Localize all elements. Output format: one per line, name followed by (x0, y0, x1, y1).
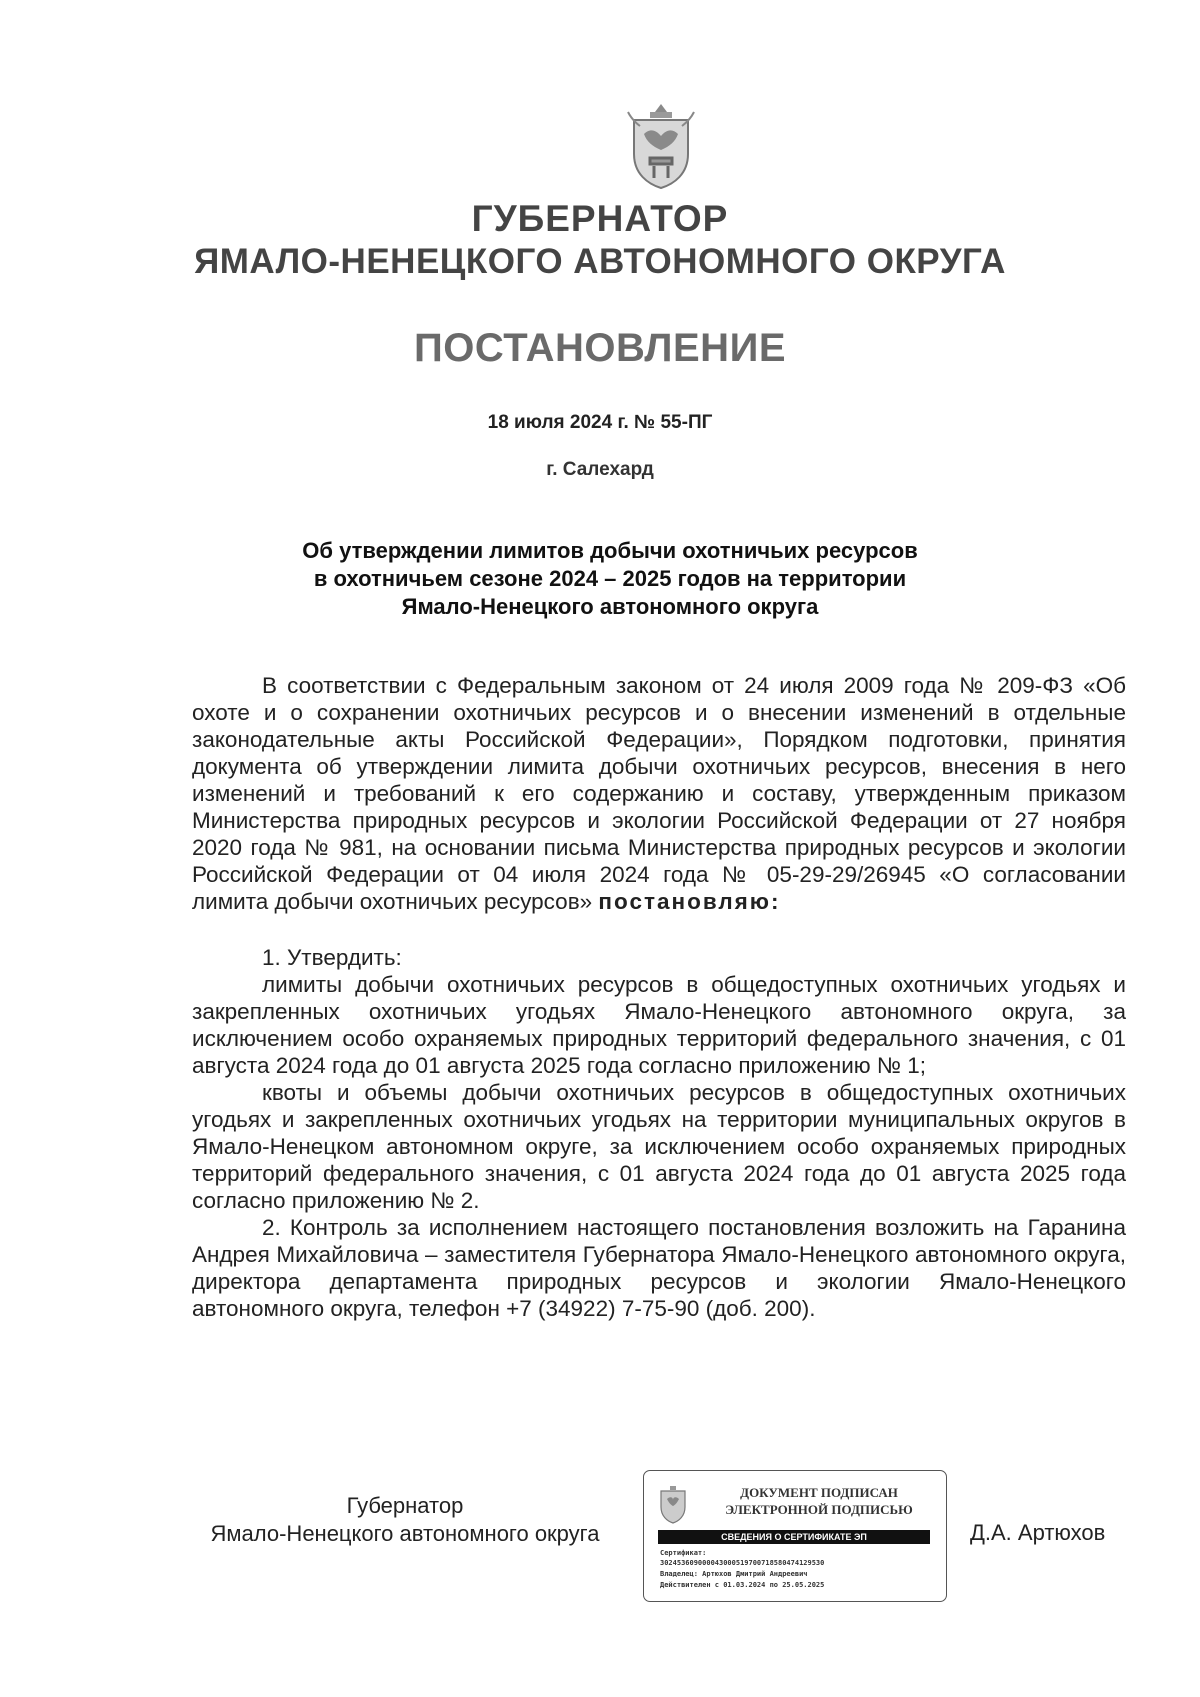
document-city: г. Салехард (546, 459, 654, 480)
stamp-cert-number: 30245360900004300051970071858047412953​0 (660, 1559, 825, 1567)
title-line: Ямало-Ненецкого автономного округа (401, 594, 819, 619)
item-1-quotas: квоты и объемы добычи охотничьих ресурсов в общедоступных охотничьих угодьях и закрепленных охотничьих угодьях на территории муниципальных округов в Ямало-Ненецком автономном округе, за исключением особо охраняемых природных территорий федерального значения, с 01 августа 2024 года до 01 августа 2025 года согласно приложению № 2. (192, 1080, 1126, 1213)
signatory-name: Д.А. Артюхов (970, 1520, 1106, 1545)
stamp-heading-2: ЭЛЕКТРОННОЙ ПОДПИСЬЮ (725, 1502, 913, 1517)
authority-title: ГУБЕРНАТОР (471, 198, 729, 239)
signatory-position (170, 1492, 640, 1548)
item-1-limits: лимиты добычи охотничьих ресурсов в общедоступных охотничьих угодьях и закрепленных охотничьих угодьях Ямало-Ненецкого автономного округа, за исключением особо охраняемых природных территорий федерального значения, с 01 августа 2024 года до 01 августа 2025 года согласно приложению № 1; (192, 972, 1126, 1078)
stamp-owner: Владелец: Артюхов Дмитрий Андреевич (660, 1570, 808, 1578)
preamble-paragraph (192, 672, 1126, 915)
title-line: в охотничьем сезоне 2024 – 2025 годов на территории (313, 566, 907, 591)
signatory-region: Ямало-Ненецкого автономного округа (210, 1521, 600, 1546)
decree-word: постановляю (598, 889, 772, 914)
item-2-control: 2. Контроль за исполнением настоящего постановления возложить на Гаранина Андрея Михайловича – заместителя Губернатора Ямало-Ненецкого автономного округа, директора департамента природных ресурсов и экологии Ямало-Ненецкого автономного округа, телефон +7 (34922) 7-75-90 (доб. 200). (192, 1215, 1126, 1321)
stamp-validity: Действителен с 01.03.2024 по 25.05.2025 (660, 1581, 825, 1589)
decree-colon: : (771, 889, 779, 914)
item-1-heading: 1. Утвердить: (262, 945, 402, 970)
coat-of-arms-emblem (620, 100, 702, 192)
preamble-text: В соответствии с Федеральным законом от 24 июля 2009 года № 209-ФЗ «Об охоте и о сохранении охотничьих ресурсов и о внесении изменений в отдельные законодательные акты Российской Федерации», Порядком подготовки, принятия документа об утверждении лимита добычи охотничьих ресурсов, внесения в него изменений и требований к его содержанию и составу, утвержденным приказом Министерства природных ресурсов и экологии Российской Федерации от 27 ноября 2020 года № 981, на основании письма Министерства природных ресурсов и экологии Российской Федерации от 04 июля 2024 года № 05-29-29/26945 «О согласовании лимита добычи охотничьих ресурсов» (192, 673, 1126, 914)
document-type: ПОСТАНОВЛЕНИЕ (413, 326, 786, 370)
stamp-cert-label: Сертификат: (660, 1549, 707, 1557)
authority-region: ЯМАЛО-НЕНЕЦКОГО АВТОНОМНОГО ОКРУГА (194, 242, 1006, 281)
document-date-number: 18 июля 2024 г. № 55-ПГ (487, 412, 713, 433)
stamp-heading-1: ДОКУМЕНТ ПОДПИСАН (740, 1485, 898, 1500)
document-title (260, 537, 960, 621)
document-body (192, 672, 1126, 1322)
title-line: Об утверждении лимитов добычи охотничьих ресурсов (302, 538, 918, 563)
stamp-emblem-icon (658, 1485, 688, 1525)
electronic-signature-stamp (643, 1470, 947, 1602)
signatory-title: Губернатор (346, 1493, 464, 1518)
stamp-certificate-bar: СВЕДЕНИЯ О СЕРТИФИКАТЕ ЭП (658, 1530, 930, 1544)
